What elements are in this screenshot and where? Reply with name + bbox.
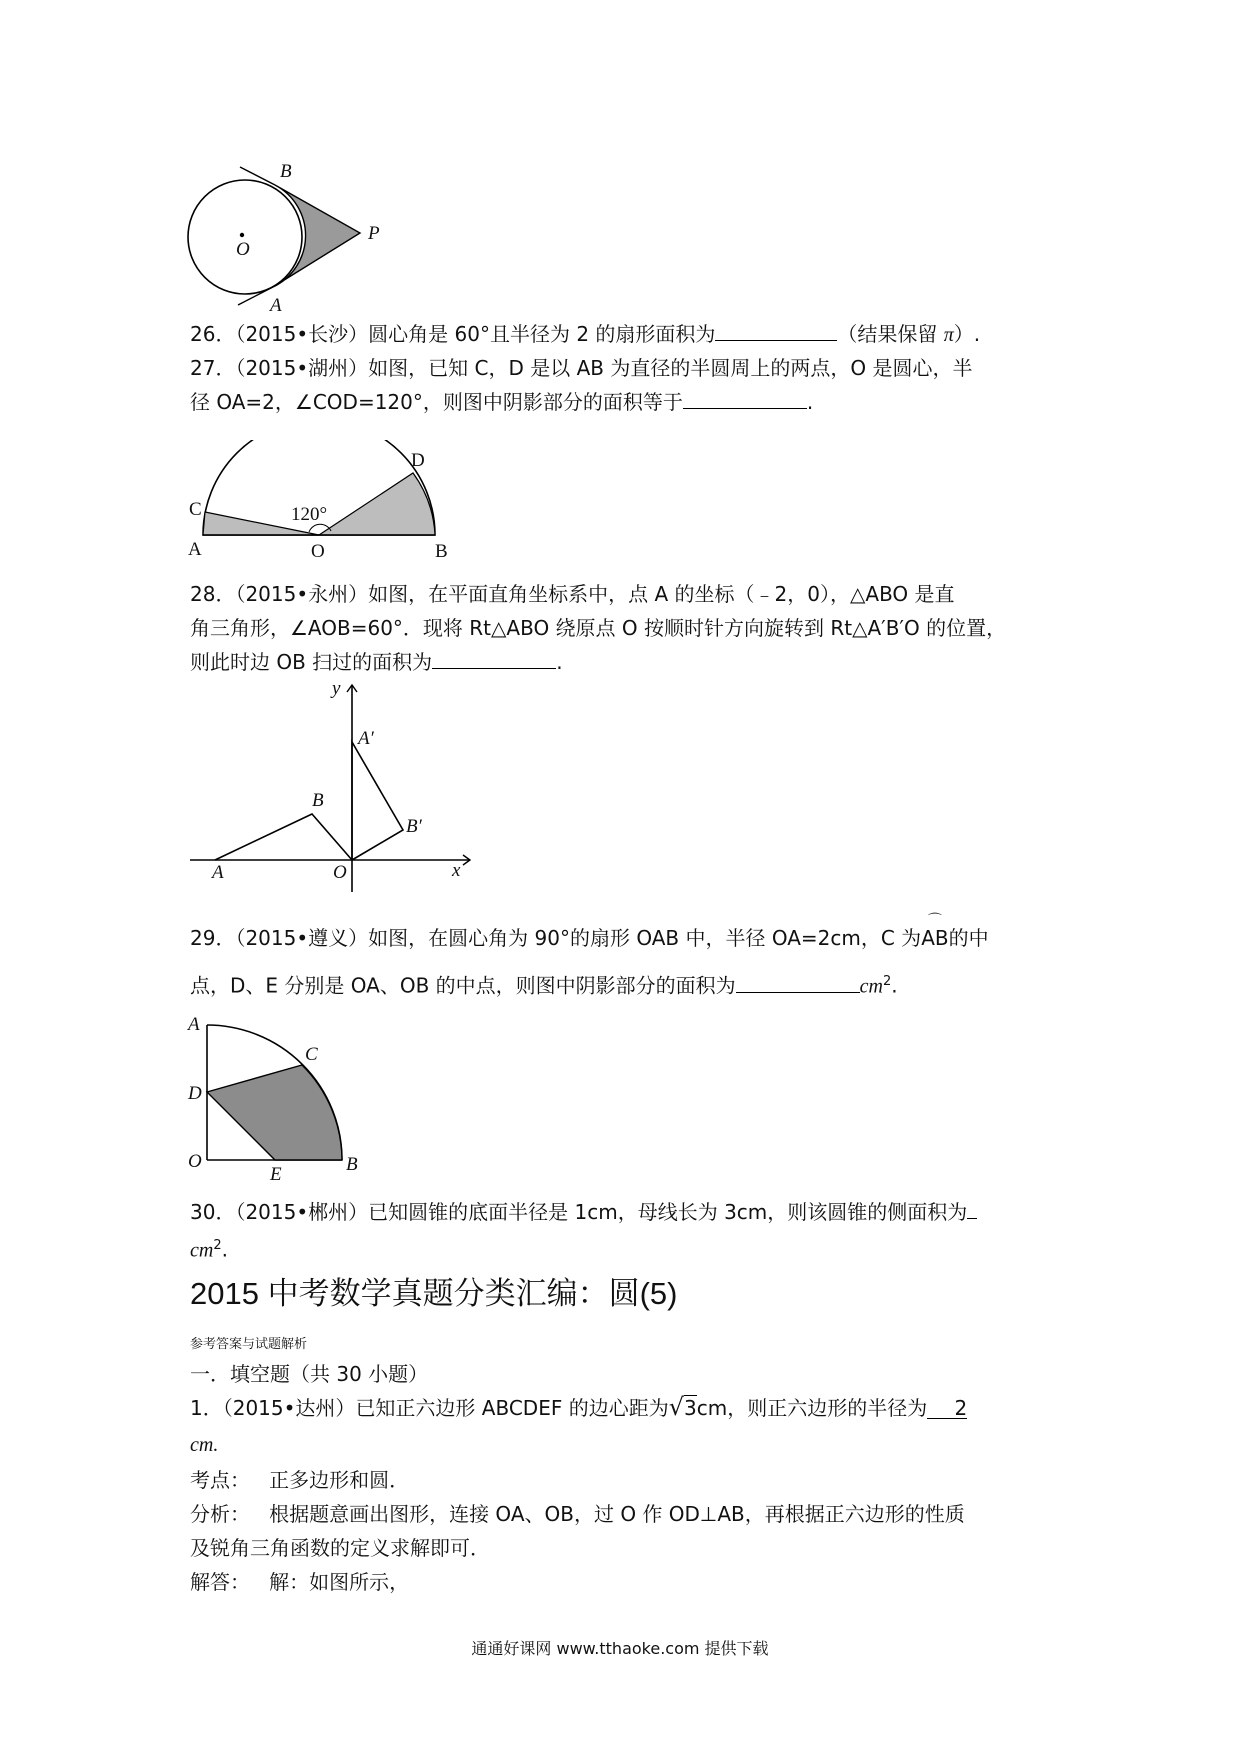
question-27-line2: 径 OA=2，∠COD=120°，则图中阴影部分的面积等于 . <box>190 386 813 418</box>
answer-blank-28[interactable] <box>432 646 556 669</box>
sector-figure <box>185 1010 385 1185</box>
label-A: A <box>188 1014 200 1035</box>
question-29-line1: 29．（2015•遵义）如图，在圆心角为 90°的扇形 OAB 中，半径 OA=2cm，C 为 ⌒ AB的中 <box>190 913 989 950</box>
label-B: B <box>435 541 448 560</box>
answer-1-line1: 1．（2015•达州）已知正六边形 ABCDEF 的边心距为√3cm，则正六边形的半径为 2 <box>190 1393 968 1421</box>
question-30-line1: 30．（2015•郴州）已知圆锥的底面半径是 1cm，母线长为 3cm，则该圆锥的侧面积为 <box>190 1196 977 1228</box>
rotation-figure <box>180 680 480 895</box>
q26-number: 26． <box>190 322 236 346</box>
label-x: x <box>452 860 461 881</box>
label-C: C <box>305 1044 318 1065</box>
answer-1-line2: cm. <box>190 1434 219 1456</box>
answer-blank-29[interactable] <box>736 970 860 993</box>
label-D: D <box>411 450 425 471</box>
label-O: O <box>333 862 347 883</box>
fenxi-row: 分析： 根据题意画出图形，连接 OA、OB，过 O 作 OD⊥AB，再根据正六边形的性质 <box>190 1502 965 1526</box>
answer-value: 2 <box>927 1392 967 1419</box>
label-B: B <box>312 790 324 811</box>
jieda-row: 解答： 解：如图所示， <box>190 1570 410 1594</box>
label-A: A <box>188 539 202 560</box>
question-28-line2: 角三角形，∠AOB=60°．现将 Rt△ABO 绕原点 O 按顺时针方向旋转到 Rt△A′B′O 的位置， <box>190 616 1007 640</box>
section-title: 2015 中考数学真题分类汇编：圆(5) <box>190 1276 678 1311</box>
question-28-line1: 28．（2015•永州）如图，在平面直角坐标系中，点 A 的坐标（﹣2，0），△ABO 是直 <box>190 582 955 606</box>
label-A-prime: A′ <box>358 728 374 749</box>
label-B: B <box>280 161 292 182</box>
question-27-line1: 27．（2015•湖州）如图，已知 C，D 是以 AB 为直径的半圆周上的两点，O 是圆心，半 <box>190 356 973 380</box>
label-A: A <box>212 862 224 883</box>
label-P: P <box>368 223 380 244</box>
label-C: C <box>189 499 202 520</box>
label-O: O <box>311 541 325 560</box>
question-26: 26．（2015•长沙）圆心角是 60°且半径为 2 的扇形面积为 （结果保留 π）. <box>190 318 980 351</box>
part-heading: 一．填空题（共 30 小题） <box>190 1362 429 1386</box>
label-B-prime: B′ <box>406 816 422 837</box>
footer: 通通好课网 www.tthaoke.com 提供下载 <box>471 1639 769 1658</box>
label-A: A <box>270 295 282 315</box>
tangent-circle-figure <box>180 155 400 315</box>
question-29-line2: 点，D、E 分别是 OA、OB 的中点，则图中阴影部分的面积为 $cm^2$. <box>190 966 898 1003</box>
fenxi-row2: 及锐角三角函数的定义求解即可． <box>190 1536 490 1560</box>
q26-source: （2015•长沙） <box>235 322 369 346</box>
label-y: y <box>332 680 341 699</box>
q26-text: 圆心角是 60°且半径为 2 的扇形面积为 <box>368 322 716 346</box>
answer-blank-30[interactable] <box>967 1196 977 1219</box>
label-D: D <box>188 1083 202 1104</box>
kaodian-row: 考点： 正多边形和圆． <box>190 1468 410 1492</box>
label-O: O <box>236 239 250 260</box>
subtitle: 参考答案与试题解析 <box>190 1337 308 1352</box>
label-B: B <box>346 1154 358 1175</box>
label-E: E <box>270 1164 282 1185</box>
semicircle-figure <box>185 440 455 560</box>
question-28-line3: 则此时边 OB 扫过的面积为 . <box>190 646 563 678</box>
angle-label: 120° <box>291 504 328 525</box>
answer-blank-26[interactable] <box>715 318 837 341</box>
answer-blank-27[interactable] <box>683 386 807 409</box>
question-30-line2: $cm^2$. <box>190 1237 228 1262</box>
label-O: O <box>188 1151 202 1172</box>
